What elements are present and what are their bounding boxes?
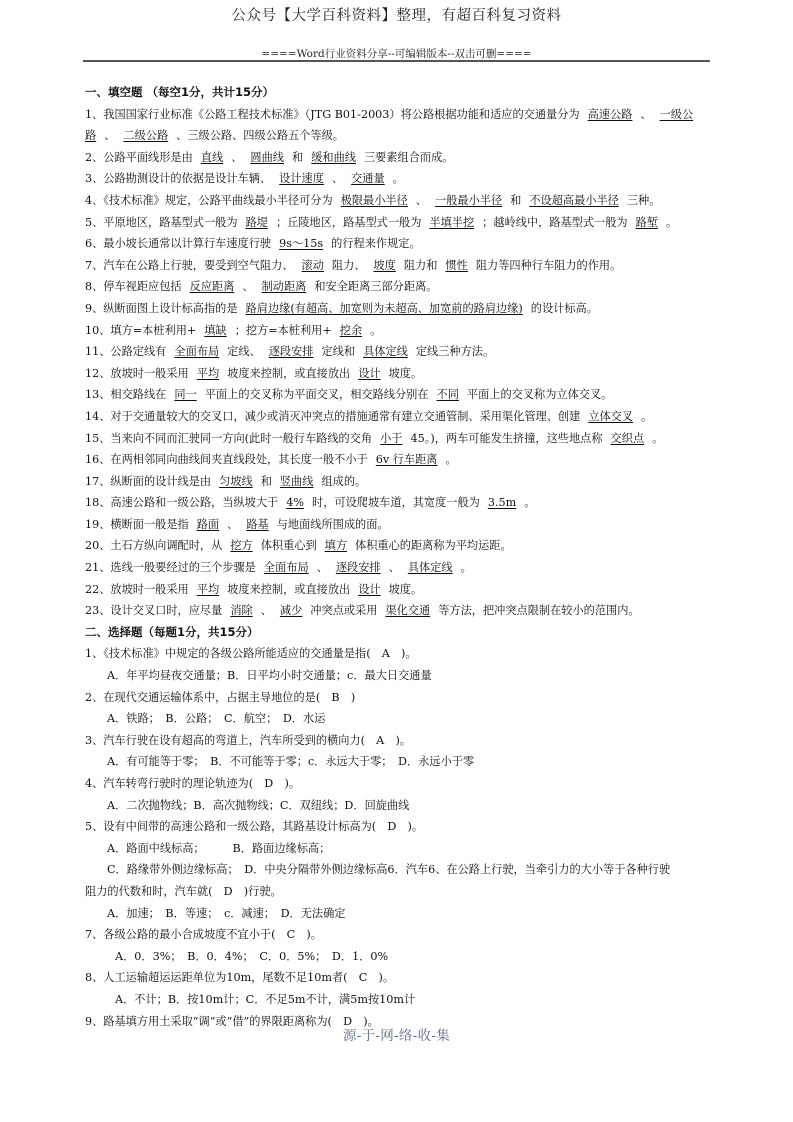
question-text: 阻力和 xyxy=(403,258,438,272)
answer-blank: 交织点 xyxy=(610,431,645,445)
fill-blank-item xyxy=(85,320,710,342)
fill-blank-item xyxy=(85,233,710,255)
fill-blank-item xyxy=(85,255,710,277)
answer-blank: 填缺 xyxy=(204,323,227,337)
answer-blank: 竖曲线 xyxy=(279,474,314,488)
question-text: 定线、 xyxy=(227,345,261,359)
answer-blank: 滚动 xyxy=(301,258,324,272)
question-text: 、 xyxy=(316,561,328,575)
answer-blank: 直线 xyxy=(200,150,224,164)
question-text: 22、放坡时一般采用 xyxy=(85,582,189,596)
question-text: 定线三种方法。 xyxy=(415,345,495,359)
fill-blank-item xyxy=(85,579,710,601)
question-text: 7、汽车在公路上行驶，要受到空气阻力、 xyxy=(85,258,294,272)
question-text: 13、相交路线在 xyxy=(85,388,167,402)
fill-blank-item xyxy=(85,449,710,471)
question-text: 、 xyxy=(331,172,344,186)
question: 5、设有中间带的高速公路和一级公路，其路基设计标高为( D )。 xyxy=(85,820,424,834)
question-text: 。 xyxy=(460,561,472,575)
question-text: 与地面线所围成的面。 xyxy=(276,517,389,531)
answer-blank: 逐段安排 xyxy=(335,561,381,575)
question: 3、汽车行驶在设有超高的弯道上，汽车所受到的横向力( A )。 xyxy=(85,733,411,747)
question-options: C．路缘带外侧边缘标高； D．中央分隔带外侧边缘标高6．汽车6、在公路上行驶，当牵引力的大小等于各种行驶 xyxy=(107,863,671,877)
question-options: A．路面中线标高； B．路面边缘标高； xyxy=(107,841,331,855)
answer-blank: 匀坡线 xyxy=(219,474,253,488)
question: 7、各级公路的最小合成坡度不宜小于( C )。 xyxy=(85,928,322,942)
fill-blank-item xyxy=(85,600,710,622)
question-text: 三要素组合而成。 xyxy=(363,150,454,164)
question-text: 等方法，把冲突点限制在较小的范围内。 xyxy=(438,604,640,618)
answer-blank: 半填半挖 xyxy=(429,215,475,229)
question-text: 、 xyxy=(260,604,272,618)
fill-blank-item xyxy=(85,104,710,147)
question-text: 20、土石方纵向调配时，从 xyxy=(85,539,223,553)
question-text: 和 xyxy=(260,474,272,488)
answer-blank: 3.5m xyxy=(487,496,517,510)
answer-blank: 路堤 xyxy=(245,215,268,229)
question-options: A．铁路； B．公路； C．航空； D．水运 xyxy=(107,712,326,726)
fill-blank-item xyxy=(85,168,710,190)
fill-blank-item xyxy=(85,514,710,536)
question-text: 。 xyxy=(524,496,536,510)
question-text: 定线和 xyxy=(321,345,356,359)
question-text: 、 xyxy=(388,561,400,575)
fill-blank-list xyxy=(85,104,710,622)
question-text: 4、《技术标准》规定，公路平曲线最小半径可分为 xyxy=(85,193,333,207)
question-text: 时，可设爬坡车道，其宽度一般为 xyxy=(312,496,480,510)
answer-blank: 设计 xyxy=(358,582,381,596)
question-text: 平面上的交叉称为立体交叉。 xyxy=(466,388,613,402)
question-options: A．二次抛物线；B．高次抛物线；C．双纽线；D．回旋曲线 xyxy=(107,798,410,812)
question-text: 、 xyxy=(227,517,239,531)
answer-blank: 平均 xyxy=(196,366,220,380)
question-text: 的设计标高。 xyxy=(530,301,598,315)
document-body xyxy=(85,82,710,1032)
fill-blank-item xyxy=(85,384,710,406)
question-text: 。 xyxy=(641,409,653,423)
question-text: 坡度来控制，或直接放出 xyxy=(227,366,351,380)
question-text: ；挖方=本桩利用+ xyxy=(234,323,332,337)
question-text: 坡度来控制，或直接放出 xyxy=(227,582,351,596)
question-text: 、 xyxy=(640,107,652,121)
question-text: 、 xyxy=(231,150,243,164)
answer-blank: 渠化交通 xyxy=(385,604,431,618)
answer-blank: 消除 xyxy=(230,604,253,618)
answer-blank: 同一 xyxy=(174,388,197,402)
question-text: 2、公路平面线形是由 xyxy=(85,150,193,164)
answer-blank: 立体交叉 xyxy=(588,409,634,423)
question-text: 21、选线一般要经过的三个步骤是 xyxy=(85,561,256,575)
fill-blank-item xyxy=(85,557,710,579)
answer-blank: 平均 xyxy=(196,582,220,596)
question-text: 三种。 xyxy=(626,193,661,207)
fill-blank-item xyxy=(85,406,710,428)
question-text: 体积重心的距离称为平均运距。 xyxy=(355,539,512,553)
question-text: 。 xyxy=(445,453,457,467)
question-text: 坡度。 xyxy=(388,366,423,380)
question-text: 9、纵断面图上设计标高指的是 xyxy=(85,301,238,315)
question-text: 和安全距离三部分距离。 xyxy=(314,280,438,294)
question-text: 组成的。 xyxy=(321,474,367,488)
question-options: A．不计；B．按10m计；C．不足5m不计，满5m按10m计 xyxy=(115,992,416,1006)
question-text: 45。)，两车可能发生挤撞，这些地点称 xyxy=(410,431,603,445)
question-options: A．加速； B．等速； c．减速； D．无法确定 xyxy=(107,906,346,920)
fill-blank-item xyxy=(85,190,710,212)
answer-blank: 惯性 xyxy=(445,258,468,272)
answer-blank: 路堑 xyxy=(635,215,659,229)
question-options: A．有可能等于零； B．不可能等于零；c．永远大于零； D．永远小于零 xyxy=(107,755,475,769)
top-title: 公众号【大学百科资料】整理，有超百科复习资料 xyxy=(231,8,562,24)
question-text: 17、纵断面的设计线是由 xyxy=(85,474,212,488)
answer-blank: 设计 xyxy=(358,366,381,380)
question-text: 平面上的交叉称为平面交叉，相交路线分别在 xyxy=(204,388,429,402)
fill-blank-item xyxy=(85,363,710,385)
question-text: 、 xyxy=(242,280,254,294)
answer-blank: 一级公路 xyxy=(85,107,694,143)
question-text: 5、平原地区，路基型式一般为 xyxy=(85,215,238,229)
answer-blank: 具体定线 xyxy=(363,345,408,359)
answer-blank: 制动距离 xyxy=(261,280,307,294)
question-text: 。 xyxy=(392,172,404,186)
answer-blank: 一般最小半径 xyxy=(435,193,503,207)
answer-blank: 9s～15s xyxy=(279,237,324,251)
answer-blank: 二级公路 xyxy=(123,129,169,143)
section-title-multiple-choice: 二、选择题（每题1分，共15分） xyxy=(85,624,259,639)
question-text: 10、填方=本桩利用+ xyxy=(85,323,197,337)
question-text: 18、高速公路和一级公路，当纵坡大于 xyxy=(85,496,279,510)
answer-blank: 圆曲线 xyxy=(250,150,284,164)
fill-blank-item xyxy=(85,471,710,493)
question-text: 1、我国国家行业标准《公路工程技术标准》（JTG B01-2003）将公路根据功能和适应的交通量分为 xyxy=(85,107,580,121)
answer-blank: 设计速度 xyxy=(279,172,324,186)
question-text: 16、在两相邻同向曲线间夹直线段处，其长度一般不小于 xyxy=(85,453,368,467)
answer-blank: 路基 xyxy=(246,517,269,531)
question-text: 14、对于交通量较大的交叉口，减少或消灭冲突点的措施通常有建立交通管制、采用渠化管理、创建 xyxy=(85,409,581,423)
question: 1、《技术标准》中规定的各级公路所能适应的交通量是指( A )。 xyxy=(85,647,417,661)
question: 2、在现代交通运输体系中，占据主导地位的是( B ) xyxy=(85,690,356,704)
answer-blank: 填方 xyxy=(324,539,348,553)
question: 4、汽车转弯行驶时的理论轨迹为( D )。 xyxy=(85,777,301,790)
question-text: 8、停车视距应包括 xyxy=(85,280,182,294)
question-text: 、三级公路、四级公路五个等级。 xyxy=(176,129,344,143)
fill-blank-item xyxy=(85,535,710,557)
question-text: 23、设计交叉口时，应尽量 xyxy=(85,604,223,618)
question-text: 11、公路定线有 xyxy=(85,345,167,359)
question: 阻力的代数和时，汽车就( D )行驶。 xyxy=(85,884,282,898)
question-options: A．0．3%； B．0．4%； C．0．5%； D．1．0% xyxy=(115,949,389,963)
question-text: 阻力等四种行车阻力的作用。 xyxy=(475,258,622,272)
answer-blank: 高速公路 xyxy=(587,107,633,121)
question-text: 和 xyxy=(291,150,304,164)
question-text: 和 xyxy=(510,193,522,207)
fill-blank-item xyxy=(85,212,710,234)
question: 9、路基填方用土采取“调”或“借”的界限距离称为( D )。 xyxy=(85,1014,379,1028)
answer-blank: 具体定线 xyxy=(407,561,453,575)
fill-blank-item xyxy=(85,341,710,363)
answer-blank: 反应距离 xyxy=(189,280,235,294)
answer-blank: 挖方 xyxy=(230,539,253,553)
answer-blank: 路面 xyxy=(196,517,220,531)
question-text: 冲突点或采用 xyxy=(310,604,378,618)
answer-blank: 不设超高最小半径 xyxy=(529,193,619,207)
question: 8、人工运输超运运距单位为10m，尾数不足10m者( C )。 xyxy=(85,971,395,985)
fill-blank-item xyxy=(85,492,710,514)
answer-blank: 减少 xyxy=(279,604,303,618)
question-text: 3、公路勘测设计的依据是设计车辆、 xyxy=(85,172,272,186)
answer-blank: 挖余 xyxy=(339,323,363,337)
question-text: 。 xyxy=(652,431,664,445)
question-text: ；越岭线中，路基型式一般为 xyxy=(482,215,628,229)
question-text: 19、横断面一般是指 xyxy=(85,517,189,531)
fill-blank-item xyxy=(85,147,710,169)
answer-blank: 路肩边缘(有超高、加宽则为未超高、加宽前的路肩边缘) xyxy=(245,301,523,315)
answer-blank: 交通量 xyxy=(351,172,385,186)
question-text: 15、当来向不同而汇驶同一方向(此时一般行车路线的交角 xyxy=(85,431,373,445)
question-text: 体积重心到 xyxy=(260,539,317,553)
question-text: 。 xyxy=(370,323,382,337)
answer-blank: 不同 xyxy=(436,388,459,402)
question-text: 。 xyxy=(666,215,678,229)
question-text: 坡度。 xyxy=(388,582,423,596)
fill-blank-item xyxy=(85,298,710,320)
answer-blank: 全面布局 xyxy=(263,561,309,575)
answer-blank: 坡度 xyxy=(373,258,396,272)
header-rule xyxy=(83,60,710,62)
answer-blank: 逐段安排 xyxy=(268,345,314,359)
question-text: ；丘陵地区，路基型式一般为 xyxy=(275,215,422,229)
question-text: 6、最小坡长通常以计算行车速度行驶 xyxy=(85,237,272,251)
question-text: 12、放坡时一般采用 xyxy=(85,366,189,380)
answer-blank: 全面布局 xyxy=(174,345,220,359)
answer-blank: 6v 行车距离 xyxy=(375,453,438,467)
question-text: 阻力、 xyxy=(331,258,366,272)
question-text: 、 xyxy=(415,193,427,207)
question-text: 的行程来作规定。 xyxy=(331,237,421,251)
question-text: 、 xyxy=(104,129,116,143)
answer-blank: 缓和曲线 xyxy=(311,150,356,164)
fill-blank-item xyxy=(85,428,710,450)
document-header: ====Word行业资料分享--可编辑版本--双击可删==== xyxy=(261,48,532,60)
answer-blank: 小于 xyxy=(380,431,403,445)
section-title-fill-blank: 一、填空题 （每空1分，共计15分） xyxy=(85,85,275,99)
fill-blank-item xyxy=(85,276,710,298)
footer-source: 源-于-网-络-收-集 xyxy=(342,1028,451,1044)
question-options: A．年平均昼夜交通量；B．日平均小时交通量；c．最大日交通量 xyxy=(107,669,432,683)
answer-blank: 4% xyxy=(286,496,304,510)
answer-blank: 极限最小半径 xyxy=(340,193,408,207)
